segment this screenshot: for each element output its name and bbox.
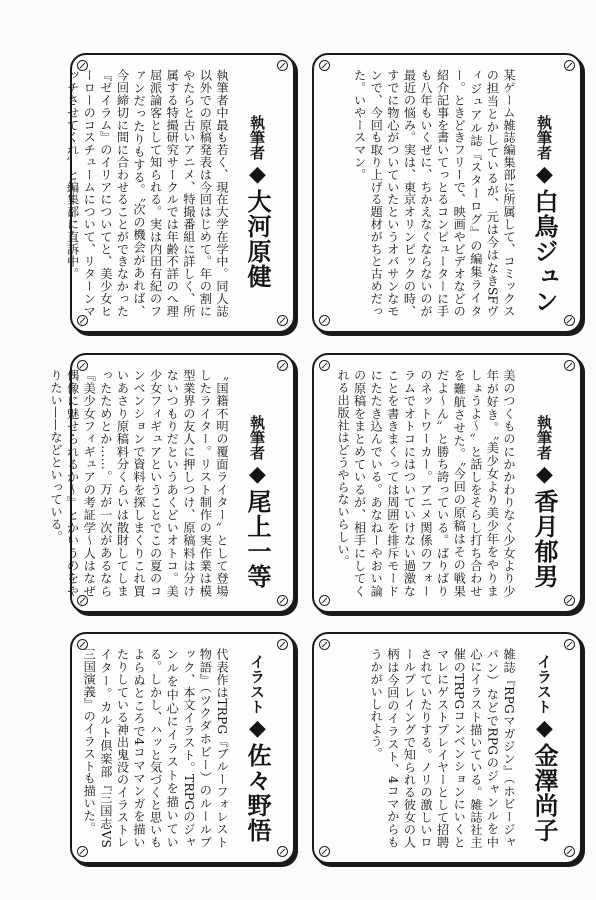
profile-paragraph: 某ゲーム雑誌編集部に所属して、コミックスの担当とかしているが、元は今はなきSFヴィジュアル誌『スターログ』の編集ライター。ときどきフリーで、映画やビデオなどの紹介記事を書いてっとるコンピューターに手も八年もいくぜに、ちかえなくならないのが最近の悩み。実は、東京オリンピックの時、すでに物心がついていたというオバサンなモンで、今回も取り上げる題材がちと古めだった。いやースマン。 [352, 69, 516, 317]
screw-icon [277, 315, 288, 326]
profile-name: 金澤尚子 [530, 743, 558, 843]
profile-heading [527, 648, 562, 848]
profile-paragraph: 執筆者中最も若く、現在大学在学中。同人誌以外での原稿発表は今回はじめて。年の割にやたらと古いアニメ、特撮番組に詳しく、所属する特撮研究サークルでは年齢不詳のへ理屈派論客として知られる。実は内田有紀のファンだったりもする。〝次の機会があれば、今回締切に間に合わせることができなかった『ゼイラム』のイリアについてと、美少女ヒーローのコスチュームについて、リターンマッチさせてくれ〟と編集部に直訴中。 [65, 69, 229, 317]
screw-icon [564, 360, 575, 371]
diamond-icon: ◆ [245, 462, 270, 487]
profile-paragraph: 代表作はTRPG『ブルーフォレスト物語』（ツクダホビー）のルールブック、本文イラスト。TRPGのジャンルを中心にイラストを描いている。しかし、ハッと気づくと思いもよらぬところで4コママンガを描いたりしている神出鬼没のイラストレイター。カルト倶楽部『三国志VS三国演義』のイラストも描いた。 [82, 648, 229, 848]
profile-role: 執筆者 [248, 415, 266, 460]
diamond-icon: ◆ [532, 716, 557, 741]
profile-card [312, 632, 582, 864]
profile-text [351, 69, 517, 317]
profile-text [368, 648, 517, 848]
profile-heading [240, 69, 275, 317]
profile-card [312, 53, 582, 333]
screw-icon [564, 595, 575, 606]
profile-text [334, 369, 517, 597]
profile-name: 白鳥ジュン [530, 189, 558, 314]
diamond-icon: ◆ [245, 162, 270, 187]
screw-icon [564, 315, 575, 326]
profile-heading [240, 648, 275, 848]
profile-card [312, 353, 582, 613]
screw-icon [319, 60, 330, 71]
profile-name: 尾上一等 [243, 489, 271, 589]
screw-icon [277, 639, 288, 650]
screw-icon [319, 360, 330, 371]
screw-icon [564, 846, 575, 857]
screw-icon [319, 315, 330, 326]
profile-role: イラスト [535, 654, 553, 714]
profile-paragraph: 〝国籍不明の覆面ライター〟として登場したライター。リスト制作の実作業は模型業界の友人に押しつけ、原稿料は分けないつもりだというあくどいオトコ。美少女フィギュアということでこの夏のコンベンションで資料を探しまくりこれ買いあさり原稿料分くらいは散財してしまったためとか……。万が一次があるなら『美少女フィギュアの考証学〜人はなぜ偶像に魅せられるか〜』とかいうのをやりたい——などといっている。 [49, 369, 229, 597]
profile-heading [527, 69, 562, 317]
profile-text [64, 69, 230, 317]
profile-heading [527, 369, 562, 597]
screw-icon [277, 846, 288, 857]
profile-text [47, 369, 230, 597]
screw-icon [564, 60, 575, 71]
screw-icon [277, 360, 288, 371]
profile-heading [240, 369, 275, 597]
profile-text [81, 648, 230, 848]
profile-name: 香月郁男 [530, 489, 558, 589]
screw-icon [277, 595, 288, 606]
diamond-icon: ◆ [532, 162, 557, 187]
profile-card [70, 632, 295, 864]
diamond-icon: ◆ [245, 716, 270, 741]
profile-name: 佐々野悟 [243, 743, 271, 843]
profile-paragraph: 美のつくものにかかわりなく少女より少年が好き。〝美少女より美少年をやりましょうよ〜〟と話しをそらし打ち合わせを難航させた。〝今回の原稿はその戦果だよ〜ん〟と勝ち誇っている。ばりばりのネットワーカー。アニメ関係のフォーラムでオトコにはついていけない過激なことを書きまくっては周囲を排斥モードにたたき込んでいる。あなねーやおい論の原稿をまとめているが、相手にしてくれる出版社はどうやらないらしい。 [336, 369, 516, 597]
screw-icon [277, 60, 288, 71]
profile-role: 執筆者 [535, 415, 553, 460]
profile-card [65, 53, 295, 333]
profile-paragraph: 雑誌『RPGマガジン』（ホビージャパン）などでRPGのジャンルを中心にイラスト描いている。雑誌社主催のTRPGコンベンションにいくとマレにゲストプレイヤーとして招聘されていたりする。ノリの激しいロールプレイングで知られる彼女の人柄は今回のイラスト、4コマからもうかがいしれよう。 [369, 648, 516, 848]
screw-icon [319, 639, 330, 650]
profile-role: イラスト [248, 654, 266, 714]
profile-name: 大河原健 [243, 189, 271, 289]
screw-icon [319, 595, 330, 606]
profile-role: 執筆者 [248, 115, 266, 160]
screw-icon [564, 639, 575, 650]
diamond-icon: ◆ [532, 462, 557, 487]
profile-card [49, 353, 295, 613]
profile-role: 執筆者 [535, 115, 553, 160]
screw-icon [319, 846, 330, 857]
